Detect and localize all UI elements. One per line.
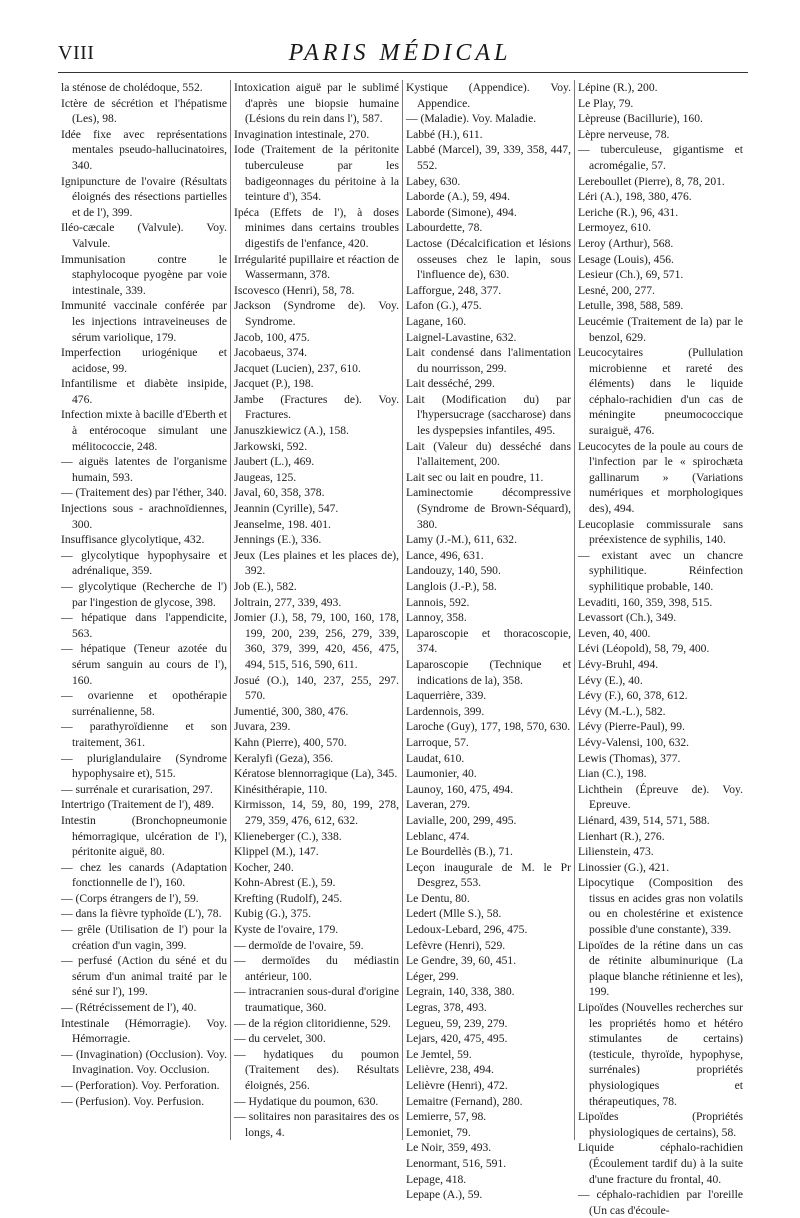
index-entry: Leçon inaugurale de M. le Pr Desgrez, 553. bbox=[406, 860, 571, 890]
index-entry: Lichthein (Épreuve de). Voy. Epreuve. bbox=[578, 782, 743, 812]
index-entry: Linossier (G.), 421. bbox=[578, 860, 670, 874]
index-columns bbox=[58, 80, 748, 1217]
index-entry: Laparoscopie (Technique et indications de la), 358. bbox=[406, 657, 571, 687]
index-entry: Lannois, 592. bbox=[406, 595, 470, 609]
index-entry: Januszkiewicz (A.), 158. bbox=[234, 424, 349, 438]
index-entry: — intracranien sous-dural d'origine traumatique, 360. bbox=[234, 985, 399, 1015]
index-entry: Invagination intestinale, 270. bbox=[234, 127, 370, 141]
index-entry: Lewis (Thomas), 377. bbox=[578, 751, 681, 765]
index-entry: Leven, 40, 400. bbox=[578, 626, 651, 640]
index-entry: Ipéca (Effets de l'), à doses minimes dans certains troubles digestifs de l'enfance, 420. bbox=[234, 205, 399, 250]
index-entry: Infantilisme et diabète insipide, 476. bbox=[61, 377, 227, 406]
index-entry: Jacquet (P.), 198. bbox=[234, 377, 314, 391]
index-entry: Ignipuncture de l'ovaire (Résultats éloignés des résections partielles et de l'), 399. bbox=[61, 174, 227, 219]
index-entry: Insuffisance glycolytique, 432. bbox=[61, 533, 205, 547]
index-entry: Le Gendre, 39, 60, 451. bbox=[406, 954, 517, 968]
index-entry: Ledoux-Lebard, 296, 475. bbox=[406, 923, 528, 937]
index-entry: Jeannin (Cyrille), 547. bbox=[234, 502, 339, 516]
index-entry: — (Perforation). Voy. Perforation. bbox=[61, 1079, 220, 1092]
index-entry: Kocher, 240. bbox=[234, 860, 294, 874]
index-entry: Lévy (Pierre-Paul), 99. bbox=[578, 720, 685, 734]
index-entry: Launoy, 160, 475, 494. bbox=[406, 782, 514, 796]
index-entry: Lefèvre (Henri), 529. bbox=[406, 938, 506, 952]
index-entry: Léger, 299. bbox=[406, 969, 459, 983]
index-entry: Jeux (Les plaines et les places de), 392. bbox=[234, 548, 399, 578]
index-entry: Leriche (R.), 96, 431. bbox=[578, 205, 679, 219]
index-entry: Kubig (G.), 375. bbox=[234, 907, 311, 921]
index-entry: Leucocytaires (Pullulation microbienne et rareté des éléments) dans le liquide céphalo-rachidien d'un cas de méningite pneumococcique suraiguë, 476. bbox=[578, 346, 743, 438]
index-entry: Lian (C.), 198. bbox=[578, 767, 647, 781]
index-column-3 bbox=[402, 80, 574, 1202]
index-entry: Intertrigo (Traitement de l'), 489. bbox=[61, 798, 214, 812]
index-entry: Injections sous - arachnoïdiennes, 300. bbox=[61, 502, 227, 531]
index-entry: Landouzy, 140, 590. bbox=[406, 564, 501, 578]
index-entry: Lepage, 418. bbox=[406, 1172, 467, 1186]
index-entry: Lemaitre (Fernand), 280. bbox=[406, 1094, 523, 1108]
index-entry: Lelièvre, 238, 494. bbox=[406, 1063, 494, 1077]
index-entry: Kératose blennorragique (La), 345. bbox=[234, 767, 398, 781]
index-entry: — tuberculeuse, gigantisme et acromégalie, 57. bbox=[578, 143, 743, 172]
index-entry: Ledert (Mlle S.), 58. bbox=[406, 907, 502, 921]
index-entry: Keralyfi (Geza), 356. bbox=[234, 751, 334, 765]
index-entry: Juvara, 239. bbox=[234, 720, 291, 734]
index-entry: Lévy (M.-L.), 582. bbox=[578, 704, 666, 718]
index-entry: Lait desséché, 299. bbox=[406, 377, 495, 391]
index-entry: Lavialle, 200, 299, 495. bbox=[406, 813, 517, 827]
index-entry: Lait condensé dans l'alimentation du nourrisson, 299. bbox=[406, 346, 571, 375]
index-entry: Jeanselme, 198. 401. bbox=[234, 517, 331, 531]
index-entry: Lipoïdes de la rétine dans un cas de rétinite albuminurique (La plaque blanche rétinienne et les), 199. bbox=[578, 938, 743, 999]
index-entry: Lipocytique (Composition des tissus en acides gras non volatils ou en cholestérine et existence possible d'une constante), 339. bbox=[578, 876, 743, 937]
index-entry: Labey, 630. bbox=[406, 174, 461, 188]
index-entry: Laparoscopie et thoracoscopie, 374. bbox=[406, 626, 571, 656]
index-entry: Laveran, 279. bbox=[406, 798, 471, 812]
index-entry: — ovarienne et opothérapie surrénalienne, 58. bbox=[61, 689, 227, 718]
index-entry: Immunisation contre le staphylocoque pyogène par voie intestinale, 339. bbox=[61, 252, 227, 297]
index-entry: Leucémie (Traitement de la) par le benzol, 629. bbox=[578, 314, 743, 344]
index-entry: Jambe (Fractures de). Voy. Fractures. bbox=[234, 392, 399, 422]
index-entry: — Hydatique du poumon, 630. bbox=[234, 1094, 379, 1108]
index-entry: Lemierre, 57, 98. bbox=[406, 1110, 487, 1124]
index-entry: Kyste de l'ovaire, 179. bbox=[234, 923, 339, 937]
index-entry: Iléo-cæcale (Valvule). Voy. Valvule. bbox=[61, 221, 227, 250]
index-entry: Irrégularité pupillaire et réaction de Wassermann, 378. bbox=[234, 252, 399, 282]
index-entry: Lienhart (R.), 276. bbox=[578, 829, 665, 843]
index-entry: Jarkowski, 592. bbox=[234, 439, 308, 453]
index-entry: Imperfection uriogénique et acidose, 99. bbox=[61, 346, 227, 375]
index-entry: Klippel (M.), 147. bbox=[234, 845, 319, 859]
index-entry: Leucocytes de la poule au cours de l'infection par le « spirochæta gallinarum » (Variations numériques et morphologiques des), 494. bbox=[578, 439, 743, 516]
index-entry: Krefting (Rudolf), 245. bbox=[234, 891, 343, 905]
index-entry: Iode (Traitement de la péritonite tuberculeuse par les badigeonnages du péritoine à la teinture d'), 354. bbox=[234, 143, 399, 204]
index-entry: Lafforgue, 248, 377. bbox=[406, 283, 502, 297]
index-entry: Jennings (E.), 336. bbox=[234, 533, 322, 547]
index-entry: Lèpre nerveuse, 78. bbox=[578, 127, 670, 141]
index-entry: Lemoniet, 79. bbox=[406, 1125, 471, 1139]
index-entry: Liquide céphalo-rachidien (Écoulement tardif du) à la suite d'une fracture du frontal, 40. bbox=[578, 1141, 743, 1186]
index-entry: Le Jemtel, 59. bbox=[406, 1047, 472, 1061]
index-entry: — grêle (Utilisation de l') pour la création d'un vagin, 399. bbox=[61, 923, 227, 952]
index-entry: Léri (A.), 198, 380, 476. bbox=[578, 190, 692, 204]
index-entry: — hépatique dans l'appendicite, 563. bbox=[61, 611, 227, 640]
index-entry: Laumonier, 40. bbox=[406, 767, 477, 781]
header-rule bbox=[58, 72, 748, 73]
index-entry: Lévy-Valensi, 100, 632. bbox=[578, 735, 690, 749]
index-entry: Lévi (Léopold), 58, 79, 400. bbox=[578, 642, 710, 656]
index-entry: Jacobaeus, 374. bbox=[234, 346, 308, 360]
index-entry: Lardennois, 399. bbox=[406, 704, 485, 718]
index-entry: Lereboullet (Pierre), 8, 78, 201. bbox=[578, 174, 725, 188]
index-entry: Idée fixe avec représentations mentales pseudo-hallucinatoires, 340. bbox=[61, 127, 227, 172]
index-entry: Klieneberger (C.), 338. bbox=[234, 829, 342, 843]
index-entry: la sténose de cholédoque, 552. bbox=[61, 81, 203, 94]
index-entry: — (Rétrécissement de l'), 40. bbox=[61, 1001, 197, 1015]
index-entry: Langlois (J.-P.), 58. bbox=[406, 580, 497, 593]
index-entry: — du cervelet, 300. bbox=[234, 1032, 326, 1046]
index-entry: Lèpreuse (Bacillurie), 160. bbox=[578, 112, 703, 126]
index-entry: Lévy (F.), 60, 378, 612. bbox=[578, 689, 688, 703]
index-entry: Intestinale (Hémorragie). Voy. Hémorragie. bbox=[61, 1016, 227, 1046]
index-entry: Lactose (Décalcification et lésions osseuses chez le lapin, sous l'influence de), 630. bbox=[406, 236, 571, 282]
index-entry: — perfusé (Action du séné et du sérum d'un animal traité par le séné sur l'), 199. bbox=[61, 954, 227, 999]
index-entry: Kirmisson, 14, 59, 80, 199, 278, 279, 359, 476, 612, 632. bbox=[234, 798, 399, 827]
index-entry: Lafon (G.), 475. bbox=[406, 299, 482, 313]
index-entry: Intoxication aiguë par le sublimé d'après une biopsie humaine (Lésions du rein dans l'), 587. bbox=[234, 81, 399, 126]
index-entry: Lépine (R.), 200. bbox=[578, 81, 658, 94]
index-entry: Legrain, 140, 338, 380. bbox=[406, 985, 515, 999]
index-entry: Laignel-Lavastine, 632. bbox=[406, 330, 517, 344]
index-entry: — dermoïdes du médiastin antérieur, 100. bbox=[234, 954, 399, 983]
index-entry: Jacob, 100, 475. bbox=[234, 330, 310, 344]
index-entry: — solitaires non parasitaires des os longs, 4. bbox=[234, 1110, 399, 1139]
index-entry: Labbé (H.), 611. bbox=[406, 127, 483, 141]
index-entry: — céphalo-rachidien par l'oreille (Un cas d'écoule- bbox=[578, 1188, 743, 1217]
index-entry: — dermoïde de l'ovaire, 59. bbox=[234, 938, 364, 952]
index-entry: — de la région clitoridienne, 529. bbox=[234, 1016, 391, 1030]
index-entry: Infection mixte à bacille d'Eberth et à entérocoque simulant une mélitococcie, 248. bbox=[61, 408, 227, 453]
index-entry: — chez les canards (Adaptation fonctionnelle de l'), 160. bbox=[61, 860, 227, 890]
index-entry: — surrénale et curarisation, 297. bbox=[61, 782, 213, 796]
index-entry: Leroy (Arthur), 568. bbox=[578, 236, 674, 250]
index-entry: — pluriglandulaire (Syndrome hypophysaire et), 515. bbox=[61, 751, 227, 781]
index-entry: — glycolytique hypophysaire et adrénalique, 359. bbox=[61, 548, 227, 578]
index-entry: Jumentié, 300, 380, 476. bbox=[234, 704, 349, 718]
index-entry: — (Perfusion). Voy. Perfusion. bbox=[61, 1094, 205, 1108]
index-entry: — (Traitement des) par l'éther, 340. bbox=[61, 486, 227, 500]
index-entry: Lait (Valeur du) desséché dans l'allaitement, 200. bbox=[406, 439, 571, 469]
index-entry: Letulle, 398, 588, 589. bbox=[578, 299, 684, 313]
index-entry: Laborde (Simone), 494. bbox=[406, 205, 517, 219]
index-entry: Le Dentu, 80. bbox=[406, 891, 470, 905]
index-entry: Labbé (Marcel), 39, 339, 358, 447, 552. bbox=[406, 143, 571, 172]
index-entry: Laudat, 610. bbox=[406, 751, 465, 765]
index-entry: — hydatiques du poumon (Traitement des). Résultats éloignés, 256. bbox=[234, 1047, 399, 1092]
index-entry: Labourdette, 78. bbox=[406, 221, 483, 235]
page-number: VIII bbox=[58, 42, 95, 64]
index-entry: Lait sec ou lait en poudre, 11. bbox=[406, 470, 544, 484]
index-entry: — aiguës latentes de l'organisme humain, 593. bbox=[61, 455, 227, 484]
index-entry: Lermoyez, 610. bbox=[578, 221, 652, 235]
index-entry: Laquerrière, 339. bbox=[406, 689, 487, 703]
index-entry: Lannoy, 358. bbox=[406, 611, 467, 625]
index-entry: Lipoïdes (Nouvelles recherches sur les propriétés homo et hétéro stimulantes de certains) (testicule, thyroïde, hypophyse, surrénales) propriétés physiologiques et thérapeutiques, 78. bbox=[578, 1001, 743, 1108]
index-entry: Javal, 60, 358, 378. bbox=[234, 486, 325, 500]
index-entry: Lenormant, 516, 591. bbox=[406, 1156, 507, 1170]
index-entry: Jacquet (Lucien), 237, 610. bbox=[234, 361, 361, 375]
index-entry: Jackson (Syndrome de). Voy. Syndrome. bbox=[234, 299, 399, 328]
index-entry: Intestin (Bronchopneumonie hémorragique, ulcération de l'), péritonite aiguë, 80. bbox=[61, 813, 227, 859]
index-entry: Iscovesco (Henri), 58, 78. bbox=[234, 283, 355, 297]
index-entry: Laminectomie décompressive (Syndrome de Brown-Séquard), 380. bbox=[406, 486, 571, 531]
index-column-1 bbox=[58, 80, 230, 1140]
index-column-4 bbox=[574, 80, 746, 1217]
index-entry: Lipoïdes (Propriétés physiologiques de certains), 58. bbox=[578, 1110, 743, 1139]
index-entry: Ictère de sécrétion et l'hépatisme (Les), 98. bbox=[61, 96, 227, 126]
index-entry: — hépatique (Teneur azotée du sérum sanguin au cours de l'), 160. bbox=[61, 642, 227, 687]
index-entry: Laroche (Guy), 177, 198, 570, 630. bbox=[406, 720, 571, 734]
index-entry: Lejars, 420, 475, 495. bbox=[406, 1032, 508, 1046]
index-entry: Liénard, 439, 514, 571, 588. bbox=[578, 813, 710, 827]
index-entry: Levaditi, 160, 359, 398, 515. bbox=[578, 595, 713, 609]
index-entry: Leucoplasie commissurale sans préexistence de syphilis, 140. bbox=[578, 517, 743, 547]
index-entry: Larroque, 57. bbox=[406, 735, 469, 749]
index-entry: Lagane, 160. bbox=[406, 314, 467, 328]
index-entry: Lait (Modification du) par l'hypersucrage (saccharose) dans les dyspepsies infantiles, 495. bbox=[406, 392, 571, 438]
index-entry: Lepape (A.), 59. bbox=[406, 1188, 483, 1202]
index-entry: Lesné, 200, 277. bbox=[578, 283, 655, 297]
index-entry: Joltrain, 277, 339, 493. bbox=[234, 595, 342, 609]
running-head: PARIS MÉDICAL bbox=[288, 40, 512, 66]
index-entry: Lelièvre (Henri), 472. bbox=[406, 1079, 508, 1092]
index-entry: — glycolytique (Recherche de l') par l'ingestion de glycose, 398. bbox=[61, 580, 227, 609]
index-entry: Lévy-Bruhl, 494. bbox=[578, 657, 659, 671]
index-entry: Legueu, 59, 239, 279. bbox=[406, 1016, 508, 1030]
index-entry: Legras, 378, 493. bbox=[406, 1001, 487, 1015]
index-entry: Jomier (J.), 58, 79, 100, 160, 178, 199, 200, 239, 256, 279, 339, 360, 379, 399, 420, 456, 475, 494, 515, 516, 590, 611. bbox=[234, 611, 399, 671]
index-entry: Job (E.), 582. bbox=[234, 580, 297, 593]
index-entry: Lesage (Louis), 456. bbox=[578, 252, 674, 266]
index-entry: — dans la fièvre typhoïde (L'), 78. bbox=[61, 907, 222, 921]
index-entry: Jaubert (L.), 469. bbox=[234, 455, 315, 469]
index-entry: — (Corps étrangers de l'), 59. bbox=[61, 891, 199, 905]
index-entry: Laborde (A.), 59, 494. bbox=[406, 190, 510, 204]
index-column-2 bbox=[230, 80, 402, 1140]
index-entry: — existant avec un chancre syphilitique. Réinfection syphilitique probable, 140. bbox=[578, 548, 743, 593]
index-entry: Kohn-Abrest (E.), 59. bbox=[234, 876, 336, 890]
index-entry: Kahn (Pierre), 400, 570. bbox=[234, 735, 347, 749]
index-entry: Le Noir, 359, 493. bbox=[406, 1141, 492, 1155]
index-entry: — (Maladie). Voy. Maladie. bbox=[406, 112, 537, 126]
index-entry: Lance, 496, 631. bbox=[406, 548, 484, 562]
index-entry: Levassort (Ch.), 349. bbox=[578, 611, 677, 625]
index-entry: Lévy (E.), 40. bbox=[578, 673, 643, 687]
index-entry: Immunité vaccinale conférée par les injections intraveineuses de sérum variolique, 179. bbox=[61, 299, 227, 344]
index-entry: Leblanc, 474. bbox=[406, 829, 470, 843]
index-entry: Kystique (Appendice). Voy. Appendice. bbox=[406, 81, 571, 110]
index-entry: — (Invagination) (Occlusion). Voy. Invagination. Voy. Occlusion. bbox=[61, 1047, 227, 1077]
index-entry: Lamy (J.-M.), 611, 632. bbox=[406, 533, 517, 547]
index-entry: Lesieur (Ch.), 69, 571. bbox=[578, 268, 684, 282]
page-header bbox=[0, 0, 800, 70]
index-entry: — parathyroïdienne et son traitement, 361. bbox=[61, 720, 227, 749]
index-entry: Jaugeas, 125. bbox=[234, 470, 297, 484]
index-entry: Josué (O.), 140, 237, 255, 297. 570. bbox=[234, 673, 399, 703]
index-entry: Kinésithérapie, 110. bbox=[234, 782, 328, 796]
index-entry: Le Play, 79. bbox=[578, 96, 634, 110]
index-entry: Le Bourdellès (B.), 71. bbox=[406, 845, 513, 859]
index-entry: Lilienstein, 473. bbox=[578, 845, 654, 859]
